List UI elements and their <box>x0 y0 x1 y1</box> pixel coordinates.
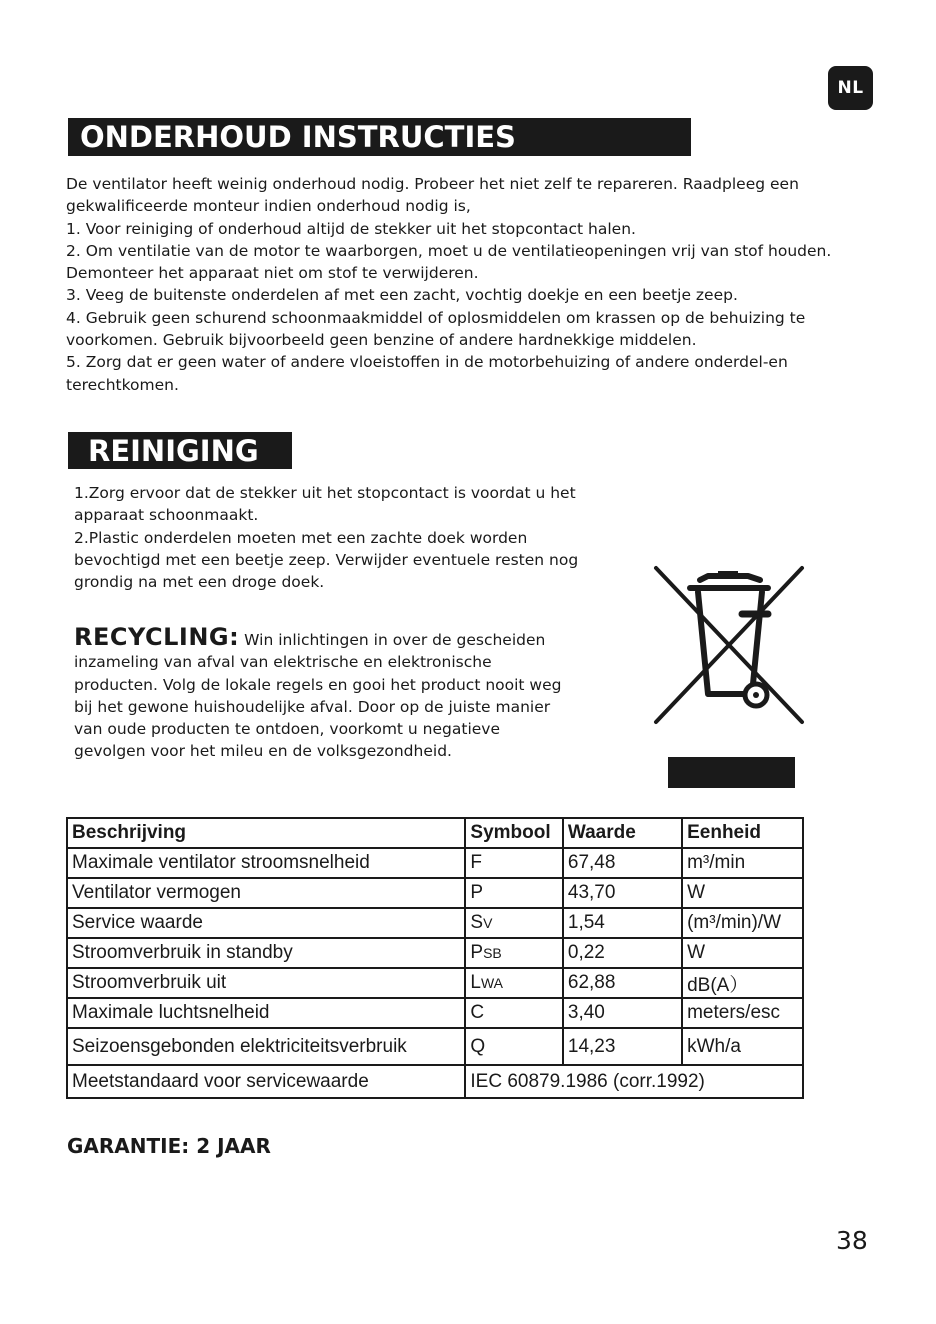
row-value: 0,22 <box>563 938 682 968</box>
row-unit: meters/esc <box>682 998 803 1028</box>
row-description: Stroomverbruik uit <box>67 968 465 998</box>
page-number: 38 <box>836 1226 868 1255</box>
recycling-text: Win inlichtingen in over de gescheiden inzameling van afval van elektrische en elektronische producten. Volg de lokale regels en gooi het product nooit weg bij het gewone huishoudelijke afval. Door op de juiste manier van oude producten te ontdoen, voorkomt u negatieve gevolgen voor het mileu en de volksgezondheid. <box>74 631 562 761</box>
row-unit: W <box>682 938 803 968</box>
row-value: 14,23 <box>563 1028 682 1065</box>
row-value: 1,54 <box>563 908 682 938</box>
onderhoud-step-5: 5. Zorg dat er geen water of andere vloeistoffen in de motorbehuizing of andere onderdel-en terechtkomen. <box>66 353 788 394</box>
row-unit: kWh/a <box>682 1028 803 1065</box>
onderhoud-heading: ONDERHOUD INSTRUCTIES <box>68 118 691 156</box>
row-symbol: Q <box>465 1028 563 1065</box>
onderhoud-intro: De ventilator heeft weinig onderhoud nodig. Probeer het niet zelf te repareren. Raadpleeg een gekwalificeerde monteur indien onderhoud nodig is, <box>66 175 799 216</box>
standard-label: Meetstandaard voor servicewaarde <box>67 1065 465 1098</box>
header-eenheid: Eenheid <box>682 818 803 848</box>
row-description: Stroomverbruik in standby <box>67 938 465 968</box>
row-symbol: SV <box>465 908 563 938</box>
table-row <box>67 938 803 968</box>
standard-value: IEC 60879.1986 (corr.1992) <box>465 1065 803 1098</box>
row-symbol: PSB <box>465 938 563 968</box>
table-row <box>67 968 803 998</box>
row-unit: m³/min <box>682 848 803 878</box>
table-row <box>67 848 803 878</box>
weee-marking-bar <box>668 757 795 788</box>
onderhoud-step-2: 2. Om ventilatie van de motor te waarborgen, moet u de ventilatieopeningen vrij van stof houden. Demonteer het apparaat niet om stof te verwijderen. <box>66 241 832 283</box>
header-beschrijving: Beschrijving <box>67 818 465 848</box>
row-value: 62,88 <box>563 968 682 998</box>
recycling-title: RECYCLING: <box>74 623 240 651</box>
table-row <box>67 998 803 1028</box>
table-row <box>67 908 803 938</box>
reiniging-heading: REINIGING <box>68 432 292 469</box>
table-standard-row <box>67 1065 803 1098</box>
specification-table <box>66 817 804 1099</box>
header-waarde: Waarde <box>563 818 682 848</box>
row-symbol: F <box>465 848 563 878</box>
onderhoud-instructions <box>66 173 856 396</box>
row-value: 3,40 <box>563 998 682 1028</box>
onderhoud-step-1: 1. Voor reiniging of onderhoud altijd de stekker uit het stopcontact halen. <box>66 219 636 238</box>
header-symbool: Symbool <box>465 818 563 848</box>
row-description: Ventilator vermogen <box>67 878 465 908</box>
row-symbol: P <box>465 878 563 908</box>
table-row <box>67 878 803 908</box>
row-symbol: C <box>465 998 563 1028</box>
row-description: Service waarde <box>67 908 465 938</box>
row-description: Maximale luchtsnelheid <box>67 998 465 1028</box>
reiniging-step-2: 2.Plastic onderdelen moeten met een zachte doek worden bevochtigd met een beetje zeep. Verwijder eventuele resten nog grondig na met een droge doek. <box>74 528 579 592</box>
row-unit: W <box>682 878 803 908</box>
row-unit: dB(A） <box>682 968 803 998</box>
row-description: Seizoensgebonden elektriciteitsverbruik <box>67 1028 465 1065</box>
row-description: Maximale ventilator stroomsnelheid <box>67 848 465 878</box>
table-header-row <box>67 818 803 848</box>
language-badge: NL <box>828 66 873 110</box>
garantie-text: GARANTIE: 2 JAAR <box>67 1134 271 1158</box>
reiniging-step-1: 1.Zorg ervoor dat de stekker uit het stopcontact is voordat u het apparaat schoonmaakt. <box>74 484 576 525</box>
onderhoud-step-3: 3. Veeg de buitenste onderdelen af met een zacht, vochtig doekje en een beetje zeep. <box>66 286 738 305</box>
row-symbol: LWA <box>465 968 563 998</box>
table-row <box>67 1028 803 1065</box>
reiniging-instructions <box>74 482 584 593</box>
row-value: 43,70 <box>563 878 682 908</box>
row-value: 67,48 <box>563 848 682 878</box>
onderhoud-step-4: 4. Gebruik geen schurend schoonmaakmiddel of oplosmiddelen om krassen op de behuizing te voorkomen. Gebruik bijvoorbeeld geen benzine of andere hardnekkige middelen. <box>66 308 806 350</box>
crossed-bin-icon <box>650 562 808 727</box>
recycling-section <box>74 623 574 763</box>
row-unit: (m³/min)/W <box>682 908 803 938</box>
